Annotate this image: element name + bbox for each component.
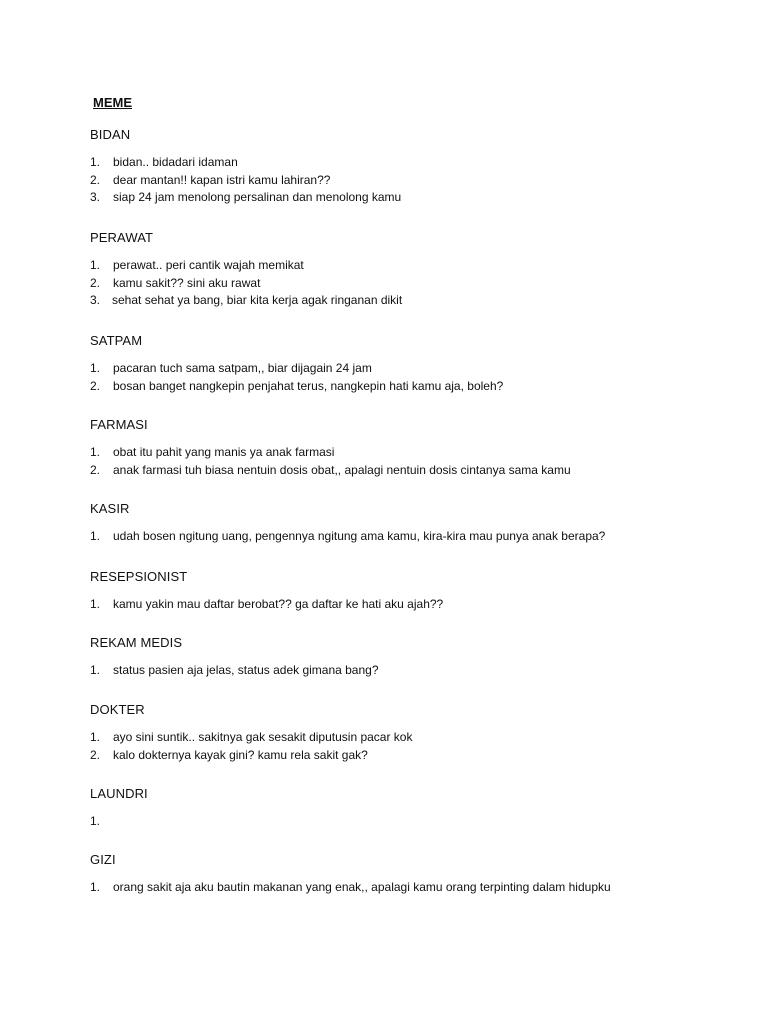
item-text: sehat sehat ya bang, biar kita kerja agak ringanan dikit [112,293,403,307]
list-item: 1. kamu yakin mau daftar berobat?? ga daftar ke hati aku ajah?? [90,597,444,611]
list-item: 1. udah bosen ngitung uang, pengennya ngitung ama kamu, kira-kira mau punya anak berapa? [90,529,606,543]
section-perawat [90,230,402,310]
list-item: 1. status pasien aja jelas, status adek gimana bang? [90,663,379,677]
item-text: pacaran tuch sama satpam,, biar dijagain 24 jam [113,361,372,375]
item-text: kalo dokternya kayak gini? kamu rela sakit gak? [113,747,368,762]
item-list [90,729,412,764]
item-text: status pasien aja jelas, status adek gimana bang? [113,663,379,677]
item-list [90,154,401,207]
section-heading: FARMASI [90,417,148,432]
section-heading: SATPAM [90,333,143,348]
item-list [90,360,503,395]
section-laundri [90,786,148,831]
item-list [90,879,611,897]
list-item: 2. dear mantan!! kapan istri kamu lahiran?? [90,172,331,187]
section-resepsionist [90,569,443,614]
list-item: 2. anak farmasi tuh biasa nentuin dosis obat,, apalagi nentuin dosis cintanya sama kamu [90,462,571,477]
section-farmasi [90,417,571,479]
section-heading: LAUNDRI [90,786,148,801]
section-heading: RESEPSIONIST [90,569,188,584]
document-title: MEME [93,95,132,110]
item-text: siap 24 jam menolong persalinan dan menolong kamu [113,190,402,204]
item-list [90,662,379,680]
section-satpam [90,333,503,395]
item-text: bosan banget nangkepin penjahat terus, nangkepin hati kamu aja, boleh? [113,378,504,393]
section-rekam-medis [90,635,379,680]
item-text: kamu yakin mau daftar berobat?? ga daftar ke hati aku ajah?? [113,597,444,611]
item-text: anak farmasi tuh biasa nentuin dosis obat,, apalagi nentuin dosis cintanya sama kamu [113,462,571,477]
item-text: perawat.. peri cantik wajah memikat [113,258,304,272]
item-text: bidan.. bidadari idaman [113,155,238,169]
list-item: 1. bidan.. bidadari idaman [90,155,238,169]
section-kasir [90,501,605,546]
list-item: 1. pacaran tuch sama satpam,, biar dijagain 24 jam [90,361,372,375]
list-item: 1. ayo sini suntik.. sakitnya gak sesakit diputusin pacar kok [90,730,413,744]
list-item: 1. perawat.. peri cantik wajah memikat [90,258,304,272]
list-item: 1. [90,814,101,828]
list-item: 1. orang sakit aja aku bautin makanan yang enak,, apalagi kamu orang terpinting dalam hidupku [90,880,611,894]
item-list [90,528,605,546]
item-text: kamu sakit?? sini aku rawat [113,275,261,290]
list-item: 3. siap 24 jam menolong persalinan dan menolong kamu [90,190,402,204]
item-list [90,813,148,831]
list-item: 1. obat itu pahit yang manis ya anak farmasi [90,445,335,459]
section-heading: KASIR [90,501,130,516]
section-heading: BIDAN [90,127,131,142]
list-item: 2. bosan banget nangkepin penjahat terus, nangkepin hati kamu aja, boleh? [90,378,504,393]
item-text: orang sakit aja aku bautin makanan yang enak,, apalagi kamu orang terpinting dalam hidupku [113,880,611,894]
section-dokter [90,702,412,764]
section-heading: REKAM MEDIS [90,635,183,650]
item-text: dear mantan!! kapan istri kamu lahiran?? [113,172,331,187]
item-text: obat itu pahit yang manis ya anak farmasi [113,445,335,459]
item-text: ayo sini suntik.. sakitnya gak sesakit diputusin pacar kok [113,730,413,744]
item-list [90,444,571,479]
item-list [90,596,443,614]
section-gizi [90,852,611,897]
list-item: 3. sehat sehat ya bang, biar kita kerja agak ringanan dikit [90,293,403,307]
list-item: 2. kamu sakit?? sini aku rawat [90,275,261,290]
section-bidan [90,127,401,207]
section-heading: PERAWAT [90,230,154,245]
section-heading: GIZI [90,852,116,867]
item-text: udah bosen ngitung uang, pengennya ngitung ama kamu, kira-kira mau punya anak berapa? [113,529,606,543]
item-list [90,257,402,310]
list-item: 2. kalo dokternya kayak gini? kamu rela sakit gak? [90,747,368,762]
section-heading: DOKTER [90,702,145,717]
